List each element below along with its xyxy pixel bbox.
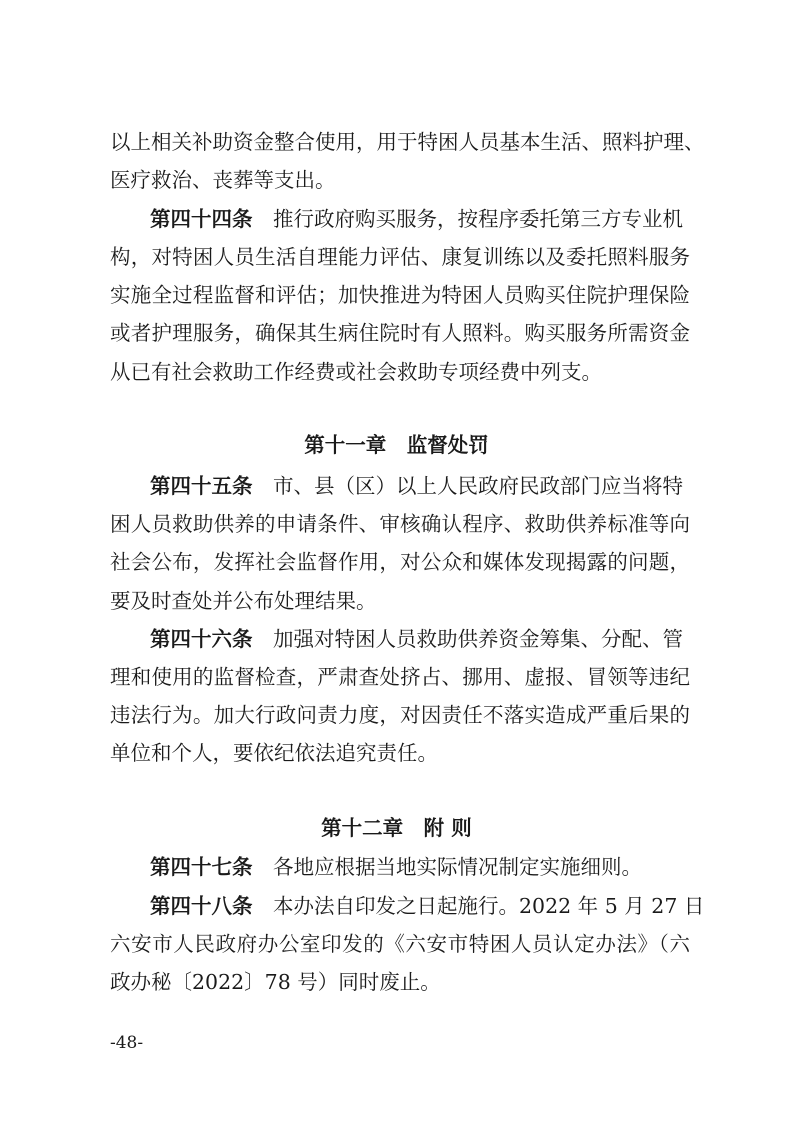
chapter-11-heading: 第十一章 监督处罚	[304, 433, 489, 457]
paragraph-line: 六安市人民政府办公室印发的《六安市特困人员认定办法》（六	[110, 932, 690, 956]
article-48-label: 第四十八条	[150, 894, 253, 918]
chapter-12-heading: 第十二章 附 则	[321, 816, 472, 840]
article-44-first-line	[150, 205, 690, 233]
article-45-first-line	[150, 472, 690, 500]
article-48-first-line	[150, 892, 705, 920]
page-number: -48-	[110, 1033, 144, 1053]
paragraph-line: 构，对特困人员生活自理能力评估、康复训练以及委托照料服务	[110, 245, 690, 269]
paragraph-line: 实施全过程监督和评估；加快推进为特困人员购买住院护理保险	[110, 283, 690, 307]
article-45-text: 市、县（区）以上人民政府民政部门应当将特	[273, 474, 683, 498]
article-46-text: 加强对特困人员救助供养资金筹集、分配、管	[273, 627, 683, 651]
paragraph-line: 医疗救治、丧葬等支出。	[110, 168, 336, 192]
article-46-label: 第四十六条	[150, 627, 253, 651]
paragraph-line: 从已有社会救助工作经费或社会救助专项经费中列支。	[110, 360, 602, 384]
article-45-label: 第四十五条	[150, 474, 253, 498]
paragraph-line: 或者护理服务，确保其生病住院时有人照料。购买服务所需资金	[110, 321, 690, 345]
article-47-line	[150, 853, 690, 881]
paragraph-line: 单位和个人，要依纪依法追究责任。	[110, 741, 438, 765]
article-47-label: 第四十七条	[150, 855, 253, 879]
article-44-label: 第四十四条	[150, 207, 253, 231]
paragraph-line: 理和使用的监督检查，严肃查处挤占、挪用、虚报、冒领等违纪	[110, 665, 690, 689]
paragraph-line: 违法行为。加大行政问责力度，对因责任不落实造成严重后果的	[110, 703, 690, 727]
paragraph-line: 要及时查处并公布处理结果。	[110, 589, 377, 613]
paragraph-line: 以上相关补助资金整合使用，用于特困人员基本生活、照料护理、	[110, 130, 705, 154]
paragraph-line: 社会公布，发挥社会监督作用，对公众和媒体发现揭露的问题，	[110, 550, 690, 574]
article-46-first-line	[150, 625, 690, 653]
paragraph-line: 困人员救助供养的申请条件、审核确认程序、救助供养标准等向	[110, 512, 690, 536]
paragraph-line: 政办秘〔2022〕78 号）同时废止。	[110, 970, 441, 994]
article-47-text: 各地应根据当地实际情况制定实施细则。	[273, 855, 642, 879]
article-44-text: 推行政府购买服务，按程序委托第三方专业机	[273, 207, 683, 231]
article-48-text: 本办法自印发之日起施行。2022 年 5 月 27 日	[273, 894, 705, 918]
